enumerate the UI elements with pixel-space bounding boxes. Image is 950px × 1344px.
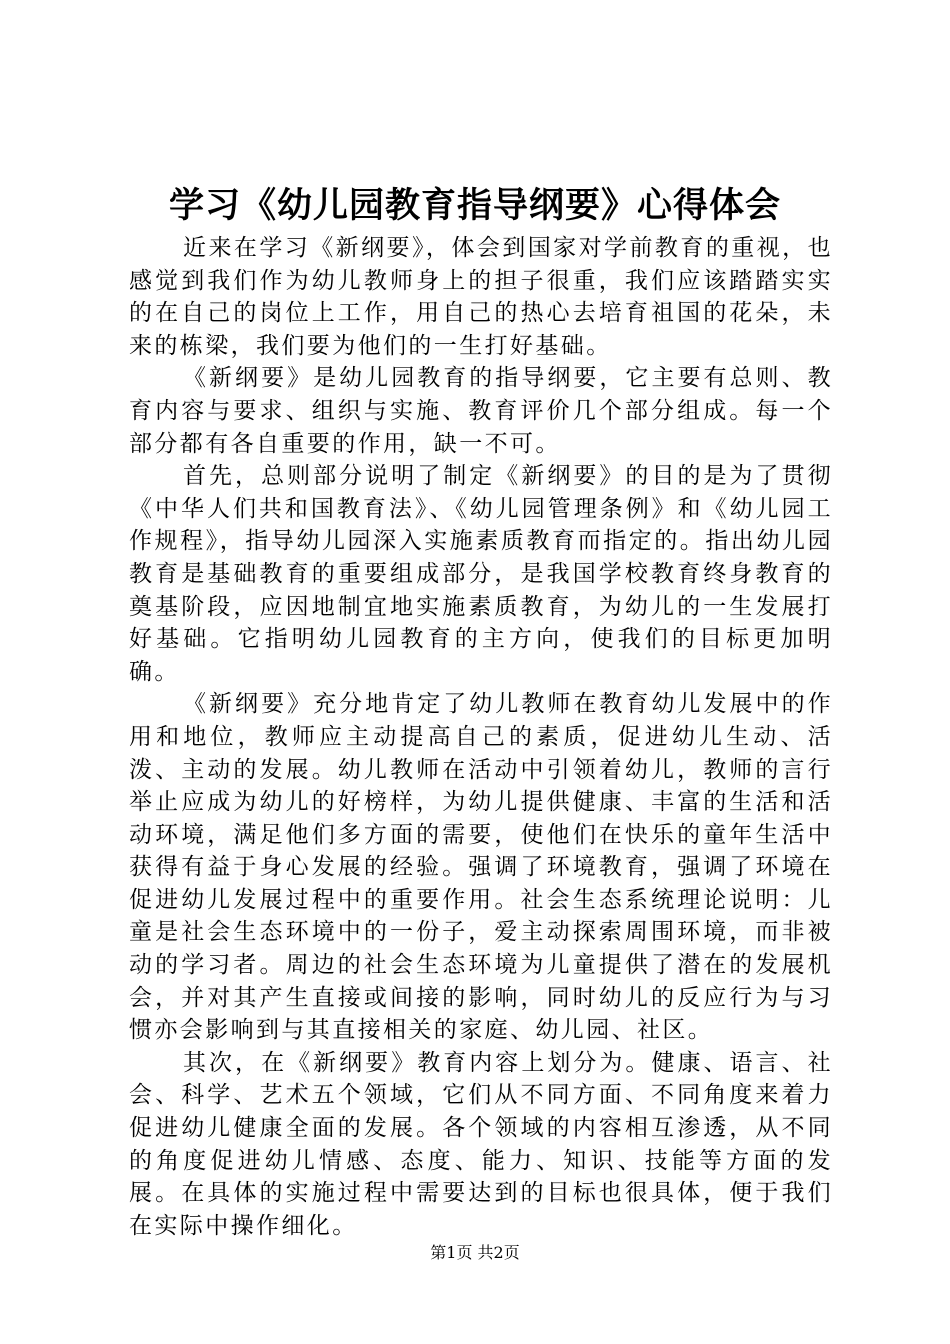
paragraph-teacher-role: 《新纲要》充分地肯定了幼儿教师在教育幼儿发展中的作用和地位，教师应主动提高自己的素质，促进幼儿生动、活泼、主动的发展。幼儿教师在活动中引领着幼儿，教师的言行举止应成为幼儿的好榜样，为幼儿提供健康、丰富的生活和活动环境，满足他们多方面的需要，使他们在快乐的童年生活中获得有益于身心发展的经验。强调了环境教育，强调了环境在促进幼儿发展过程中的重要作用。社会生态系统理论说明：儿童是社会生态环境中的一份子，爱主动探索周围环境，而非被动的学习者。周边的社会生态环境为儿童提供了潜在的发展机会，并对其产生直接或间接的影响，同时幼儿的反应行为与习惯亦会影响到与其直接相关的家庭、幼儿园、社区。	[129, 691, 833, 1044]
paragraph-content-areas: 其次，在《新纲要》教育内容上划分为。健康、语言、社会、科学、艺术五个领域，它们从不同方面、不同角度来着力促进幼儿健康全面的发展。各个领域的内容相互渗透，从不同的角度促进幼儿情感、态度、能力、知识、技能等方面的发展。在具体的实施过程中需要达到的目标也很具体，便于我们在实际中操作细化。	[129, 1049, 833, 1239]
document-title: 学习《幼儿园教育指导纲要》心得体会	[168, 186, 781, 226]
page-number-footer: 第1页 共2页	[430, 1243, 520, 1262]
document-body	[129, 232, 833, 1242]
paragraph-intro: 近来在学习《新纲要》，体会到国家对学前教育的重视，也感觉到我们作为幼儿教师身上的担子很重，我们应该踏踏实实的在自己的岗位上工作，用自己的热心去培育祖国的花朵，未来的栋梁，我们要为他们的一生打好基础。	[129, 235, 833, 359]
paragraph-structure: 《新纲要》是幼儿园教育的指导纲要，它主要有总则、教育内容与要求、组织与实施、教育评价几个部分组成。每一个部分都有各自重要的作用，缺一不可。	[129, 365, 833, 457]
paragraph-general-principles: 首先，总则部分说明了制定《新纲要》的目的是为了贯彻《中华人们共和国教育法》、《幼儿园管理条例》和《幼儿园工作规程》，指导幼儿园深入实施素质教育而指定的。指出幼儿园教育是基础教育的重要组成部分，是我国学校教育终身教育的奠基阶段，应因地制宜地实施素质教育，为幼儿的一生发展打好基础。它指明幼儿园教育的主方向，使我们的目标更加明确。	[129, 463, 833, 685]
